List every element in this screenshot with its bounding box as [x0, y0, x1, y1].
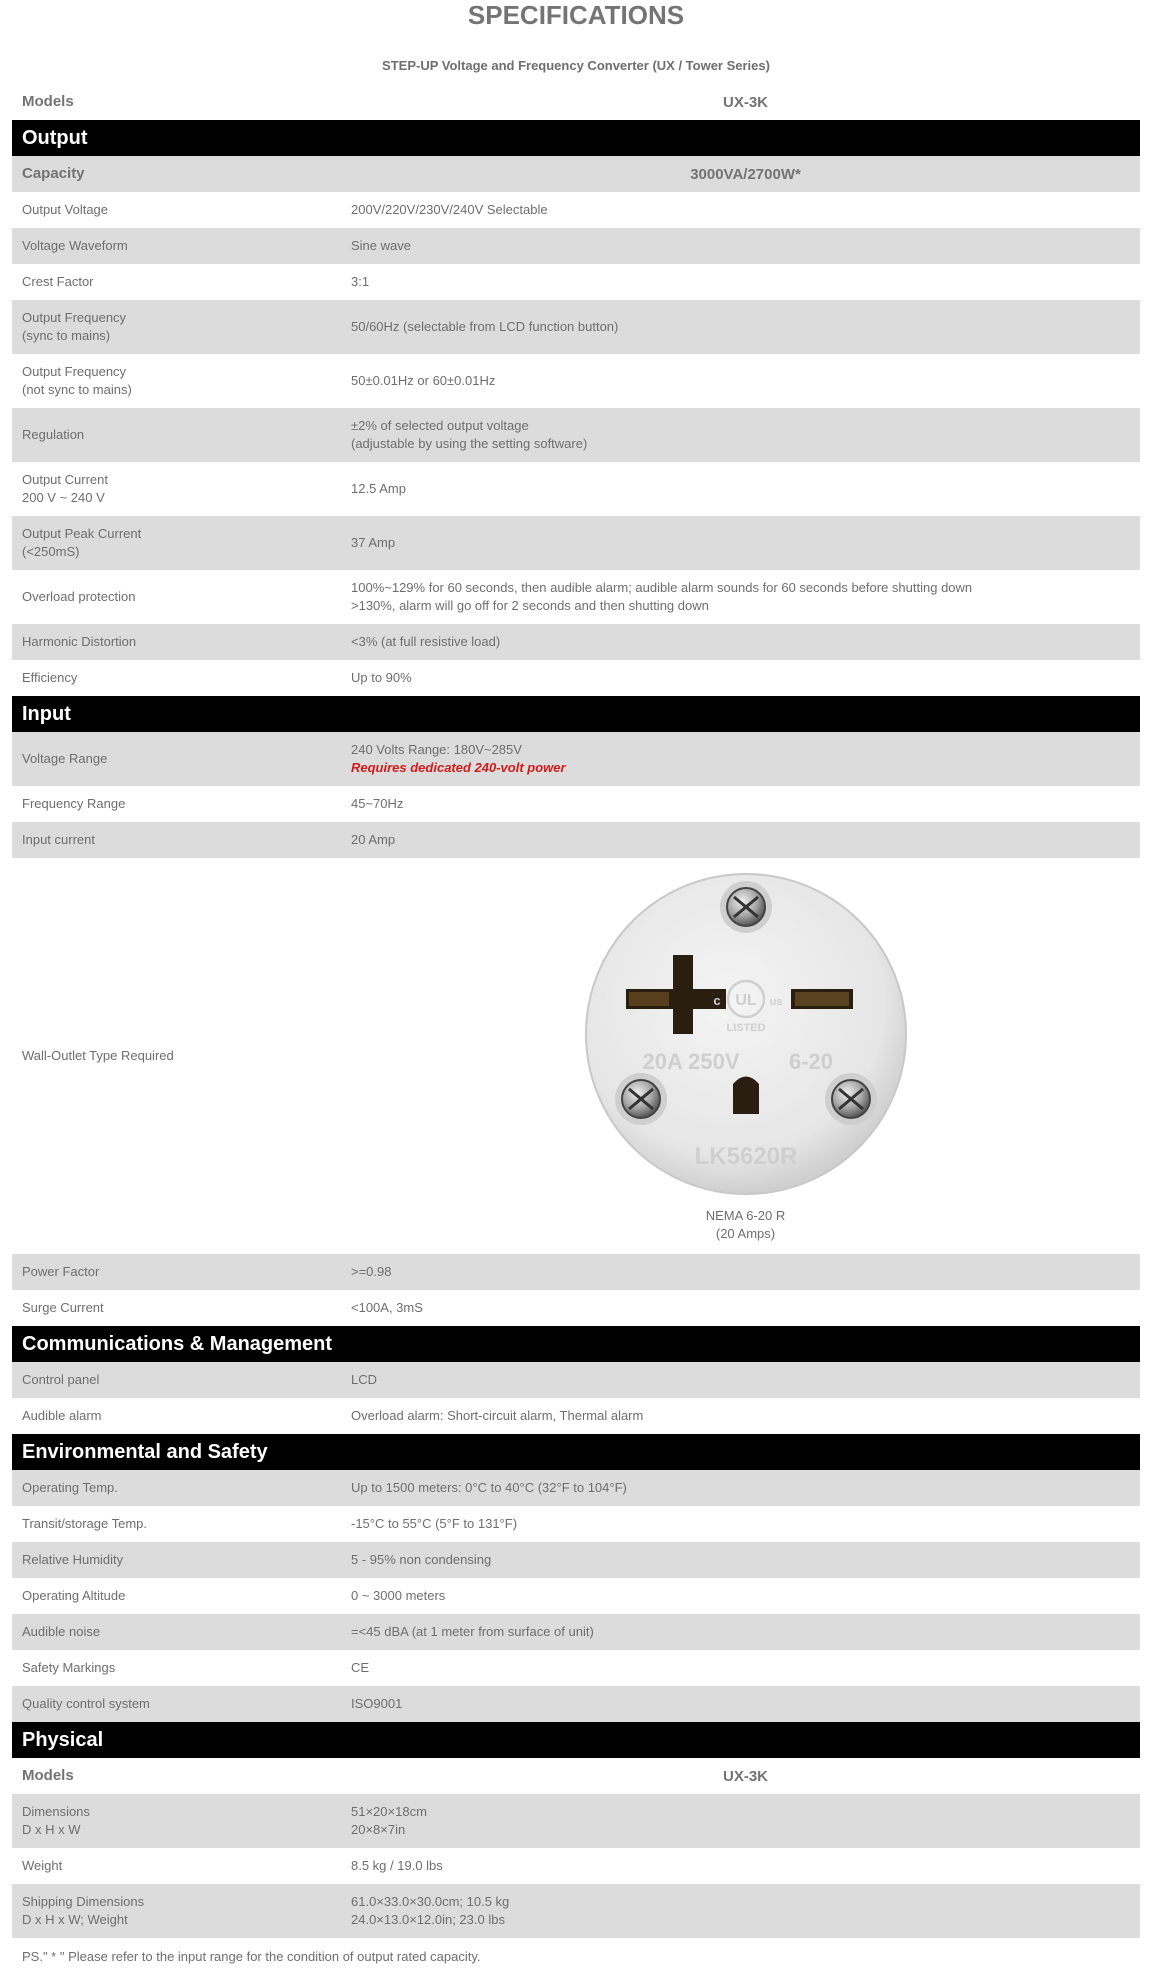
row-label: Weight [22, 1858, 63, 1873]
table-row [12, 300, 1140, 354]
table-row [12, 264, 1140, 300]
outlet-rating-text: 20A 250V [641, 1049, 740, 1074]
table-row [12, 1398, 1140, 1434]
outlet-row [12, 858, 1140, 1254]
ul-us-text: us [769, 996, 782, 1008]
row-label: Input current [22, 832, 95, 847]
row-value: 5 - 95% non condensing [351, 1552, 492, 1567]
screw-left [615, 1073, 667, 1125]
section-title: Input [22, 702, 71, 725]
section-title: Environmental and Safety [22, 1440, 268, 1463]
screw-top [720, 881, 772, 933]
row-label: Wall-Outlet Type Required [22, 1048, 174, 1063]
table-row [12, 1290, 1140, 1326]
capacity-value: 3000VA/2700W* [690, 165, 801, 183]
row-value: 12.5 Amp [351, 481, 406, 496]
row-value: CE [351, 1660, 370, 1675]
page-title: SPECIFICATIONS [467, 0, 685, 30]
row-value: ISO9001 [351, 1696, 403, 1711]
row-value: =<45 dBA (at 1 meter from surface of unit) [351, 1624, 594, 1639]
table-row [12, 354, 1140, 408]
table-row [12, 624, 1140, 660]
power-warning: Requires dedicated 240-volt power [351, 760, 566, 775]
row-label: Crest Factor [22, 274, 94, 289]
table-row [12, 732, 1140, 786]
screw-right [825, 1073, 877, 1125]
row-value: 50/60Hz (selectable from LCD function button) [351, 319, 619, 334]
row-label: Power Factor [22, 1264, 100, 1279]
section-title: Communications & Management [22, 1332, 333, 1355]
row-label: Operating Altitude [22, 1588, 126, 1603]
row-label: Voltage Waveform [22, 238, 128, 253]
table-row [12, 1362, 1140, 1398]
row-label: Control panel [22, 1372, 100, 1387]
ul-mark-text: UL [734, 992, 757, 1009]
row-value: 37 Amp [351, 535, 396, 550]
row-label: Efficiency [22, 670, 78, 685]
outlet-type-text: 6-20 [788, 1049, 833, 1074]
row-label: Frequency Range [22, 796, 126, 811]
row-label: Output Frequency (sync to mains) [22, 310, 127, 343]
row-label: Safety Markings [22, 1660, 116, 1675]
ul-c-text: c [712, 993, 721, 1008]
row-value: 45~70Hz [351, 796, 404, 811]
models-row [12, 1758, 1140, 1794]
row-value: <3% (at full resistive load) [351, 634, 501, 649]
table-row [12, 1254, 1140, 1290]
table-row [12, 1614, 1140, 1650]
row-label: Output Frequency (not sync to mains) [22, 364, 132, 397]
row-value: 20 Amp [351, 832, 396, 847]
capacity-row [12, 156, 1140, 192]
row-label: Regulation [22, 427, 85, 442]
row-label: Quality control system [22, 1696, 150, 1711]
footnote: PS." * " Please refer to the input range for the condition of output rated capacity. [22, 1949, 481, 1964]
table-row [12, 1650, 1140, 1686]
table-row [12, 408, 1140, 462]
spec-table [12, 84, 1140, 1938]
page-subtitle: STEP-UP Voltage and Frequency Converter (UX / Tower Series) [382, 58, 770, 73]
row-label: Transit/storage Temp. [22, 1516, 147, 1531]
row-label: Operating Temp. [22, 1480, 118, 1495]
outlet-cell [351, 869, 1140, 1243]
row-label: Dimensions D x H x W [22, 1804, 90, 1837]
models-label: Models [22, 1767, 74, 1784]
row-value: 0 ~ 3000 meters [351, 1588, 446, 1603]
section-comms [12, 1326, 1140, 1362]
row-label: Voltage Range [22, 751, 108, 766]
table-row [12, 228, 1140, 264]
section-physical [12, 1722, 1140, 1758]
row-value: LCD [351, 1372, 378, 1387]
voltage-range-value: 240 Volts Range: 180V~285V [351, 742, 522, 757]
row-value: Up to 90% [351, 670, 412, 685]
row-value: Up to 1500 meters: 0°C to 40°C (32°F to 104°F) [351, 1480, 627, 1495]
row-label: Output Voltage [22, 202, 109, 217]
model-name: UX-3K [722, 93, 768, 111]
section-title: Physical [22, 1728, 104, 1751]
table-row [12, 570, 1140, 624]
section-env [12, 1434, 1140, 1470]
row-label: Audible noise [22, 1624, 101, 1639]
row-value: 100%~129% for 60 seconds, then audible alarm; audible alarm sounds for 60 seconds before shutting down >130%, alarm will go off for 2 seconds and then shutting down [351, 580, 973, 613]
table-row [12, 462, 1140, 516]
row-value: <100A, 3mS [351, 1300, 423, 1315]
capacity-label: Capacity [22, 165, 85, 182]
models-row [12, 84, 1140, 120]
row-value: Overload alarm: Short-circuit alarm, Thermal alarm [351, 1408, 644, 1423]
models-label: Models [22, 93, 74, 110]
ul-listed-text: LISTED [725, 1022, 766, 1034]
table-row [12, 1884, 1140, 1938]
row-label: Output Peak Current (<250mS) [22, 526, 142, 559]
row-label: Audible alarm [22, 1408, 102, 1423]
row-value: Sine wave [351, 238, 411, 253]
model-name: UX-3K [722, 1767, 768, 1785]
outlet-model-text: LK5620R [694, 1143, 797, 1170]
outlet-caption: NEMA 6-20 R (20 Amps) [705, 1208, 786, 1241]
table-row [12, 1506, 1140, 1542]
nema-6-20r-outlet-image [581, 869, 911, 1199]
table-row [12, 1542, 1140, 1578]
table-row [12, 1686, 1140, 1722]
row-value [351, 723, 1140, 795]
table-row [12, 1794, 1140, 1848]
row-label: Harmonic Distortion [22, 634, 137, 649]
table-row [12, 660, 1140, 696]
row-label: Surge Current [22, 1300, 104, 1315]
table-row [12, 1848, 1140, 1884]
table-row [12, 516, 1140, 570]
row-value: 200V/220V/230V/240V Selectable [351, 202, 548, 217]
row-value: -15°C to 55°C (5°F to 131°F) [351, 1516, 518, 1531]
row-value: ±2% of selected output voltage (adjustable by using the setting software) [351, 418, 588, 451]
section-output [12, 120, 1140, 156]
table-row [12, 1578, 1140, 1614]
row-value: 8.5 kg / 19.0 lbs [351, 1858, 443, 1873]
row-label: Output Current 200 V ~ 240 V [22, 472, 108, 505]
row-label: Overload protection [22, 589, 136, 604]
row-value: 3:1 [351, 274, 370, 289]
table-row [12, 192, 1140, 228]
row-label: Shipping Dimensions D x H x W; Weight [22, 1894, 145, 1927]
table-row [12, 1470, 1140, 1506]
section-title: Output [22, 126, 88, 149]
row-value: 51×20×18cm 20×8×7in [351, 1804, 427, 1837]
row-value: >=0.98 [351, 1264, 392, 1279]
row-label: Relative Humidity [22, 1552, 124, 1567]
row-value: 61.0×33.0×30.0cm; 10.5 kg 24.0×13.0×12.0in; 23.0 lbs [351, 1894, 510, 1927]
table-row [12, 822, 1140, 858]
row-value: 50±0.01Hz or 60±0.01Hz [351, 373, 496, 388]
